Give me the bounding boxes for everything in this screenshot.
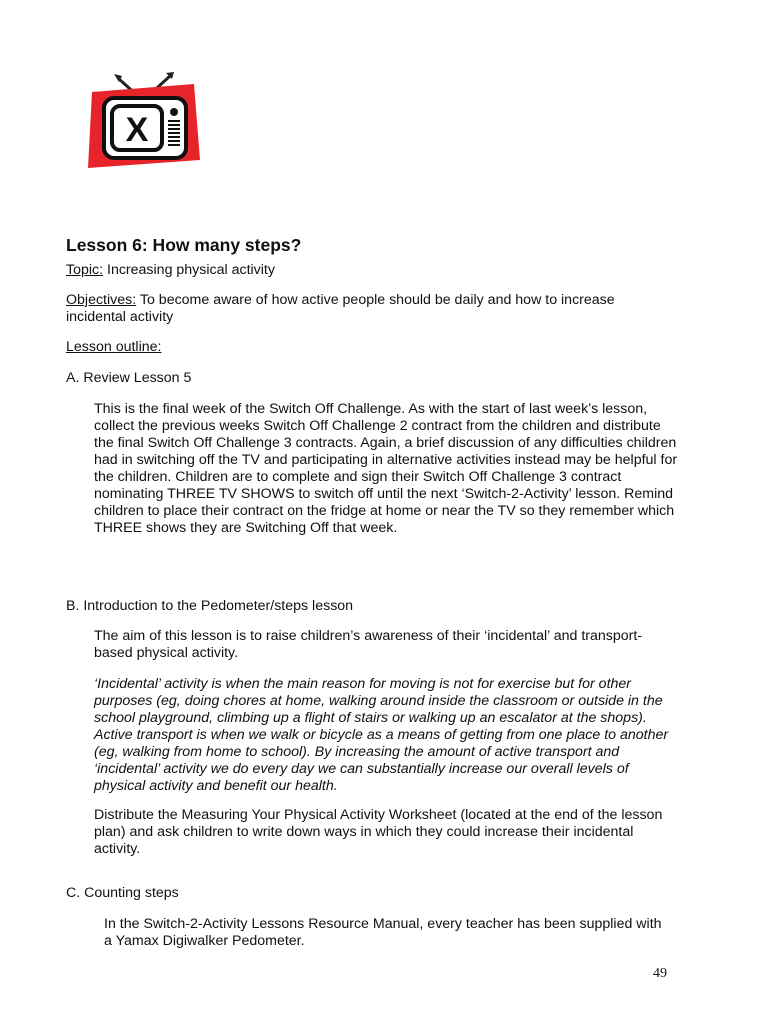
lesson-title: Lesson 6: How many steps? <box>66 235 302 255</box>
outline-label: Lesson outline: <box>66 339 162 355</box>
switch-off-tv-logo <box>82 70 204 174</box>
logo-letter: X <box>125 111 149 149</box>
objectives-label: Objectives: <box>66 292 137 308</box>
section-b-body-3: Distribute the Measuring Your Physical Activity Worksheet (located at the end of the lesson plan) and ask children to write down ways in which they could increase their incidental activity. <box>94 807 663 857</box>
page-number: 49 <box>653 966 667 981</box>
section-b-heading: B. Introduction to the Pedometer/steps lesson <box>66 598 354 614</box>
objectives-text: To become aware of how active people should be daily and how to increase incidental activity <box>66 292 615 325</box>
topic-label: Topic: <box>66 262 104 278</box>
topic-text: Increasing physical activity <box>103 262 275 278</box>
objectives-line <box>66 292 626 326</box>
section-b-body-1: The aim of this lesson is to raise children’s awareness of their ‘incidental’ and transport-based physical activity. <box>94 628 643 661</box>
section-c-heading: C. Counting steps <box>66 885 179 901</box>
section-c-body: In the Switch-2-Activity Lessons Resource Manual, every teacher has been supplied with a Yamax Digiwalker Pedometer. <box>104 916 662 949</box>
topic-line <box>66 262 686 279</box>
section-b-body-2: ‘Incidental’ activity is when the main reason for moving is not for exercise but for other purposes (eg, doing chores at home, walking around inside the classroom or outside in the school playground, climbing up a flight of stairs or walking up an escalator at the shops). Active transport is when we walk or bicycle as a means of getting from one place to another (eg, walking from home to school). By increasing the amount of active transport and ‘incidental’ activity we do every day we can substantially increase our overall levels of physical activity and benefit our health. <box>94 676 669 794</box>
section-a-body: This is the final week of the Switch Off Challenge. As with the start of last week’s lesson, collect the previous weeks Switch Off Challenge 2 contract from the children and distribute the final Switch Off Challenge 3 contracts. Again, a brief discussion of any difficulties children had in switching off the TV and participating in alternative activities instead may be helpful for the children. Children are to complete and sign their Switch Off Challenge 3 contract nominating THREE TV SHOWS to switch off until the next ‘Switch-2-Activity’ lesson. Remind children to place their contract on the fridge at home or near the TV so they remember which THREE shows they are Switching Off that week. <box>94 401 678 536</box>
section-a-heading: A. Review Lesson 5 <box>66 370 192 386</box>
